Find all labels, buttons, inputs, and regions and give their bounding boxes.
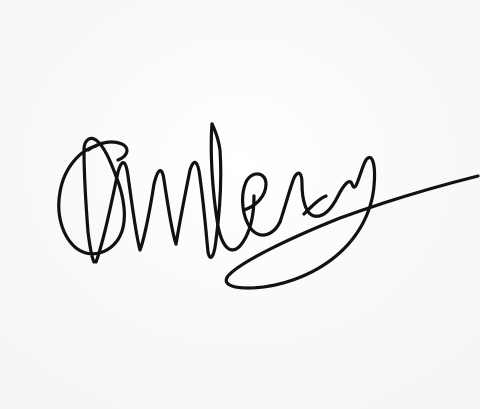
signature-stroke-o	[59, 138, 125, 262]
signature-stroke-e	[243, 174, 280, 235]
signature-stroke-w	[96, 163, 176, 262]
signature-stroke-tick	[304, 196, 326, 214]
